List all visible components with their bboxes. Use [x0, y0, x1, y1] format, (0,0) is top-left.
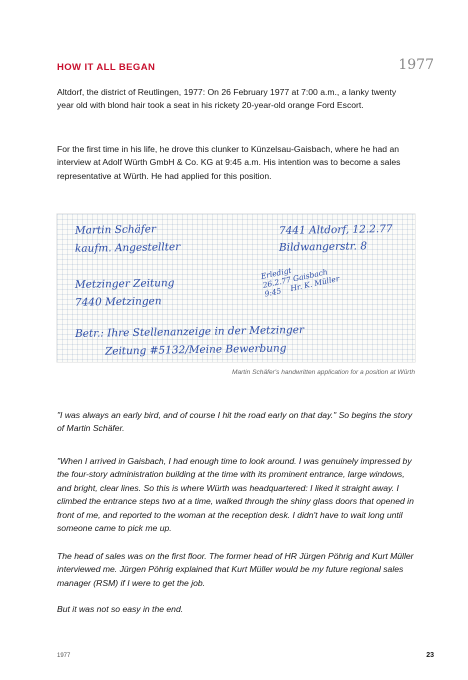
intro-paragraph-2: For the first time in his life, he drove this clunker to Künzelsau-Gaisbach, where he had an interview at Adolf Würth GmbH & Co. KG at 9:45 a.m. His intention was to become a sales representative at Würth. He had applied for this position.	[57, 144, 401, 181]
letter-subject-line-2: Zeitung #5132/Meine Bewerbung	[104, 342, 287, 358]
page-number: 23	[426, 652, 434, 659]
letter-recipient-line-2: 7440 Metzingen	[74, 295, 162, 309]
story-quote-1: "I was always an early bird, and of course I hit the road early on that day." So begins the story of Martin Schäfer.	[57, 410, 413, 434]
letter-address-line-1: 7441 Altdorf, 12.2.77	[278, 223, 393, 237]
intro-paragraph-1: Altdorf, the district of Reutlingen, 1977: On 26 February 1977 at 7:00 a.m., a lanky twenty year old with blond hair took a seat in his rickety 20-year-old orange Ford Escort.	[57, 87, 397, 111]
section-title: HOW IT ALL BEGAN	[57, 62, 156, 73]
letter-sender-title: kaufm. Angestellter	[74, 241, 181, 255]
letter-subject-line-1: Betr.: Ihre Stellenanzeige in der Metzinger	[74, 324, 305, 340]
letter-receipt-stamp: Erledigt 26.2.77 Gaisbach 9:45 Hr. K. Müller	[260, 265, 341, 299]
letter-sender-name: Martin Schäfer	[74, 223, 157, 237]
story-quote-3: The head of sales was on the first floor. The former head of HR Jürgen Pöhrig and Kurt Müller interviewed me. Jürgen Pöhrig explained that Kurt Müller would be my future regional sales manager (RSM) if I were to get the job.	[57, 551, 414, 588]
image-caption: Martin Schäfer's handwritten application for a position at Würth	[231, 369, 415, 376]
letter-address-line-2: Bildwangerstr. 8	[278, 240, 368, 254]
footer-year: 1977	[57, 653, 71, 659]
story-quote-4: But it was not so easy in the end.	[57, 604, 184, 614]
story-quote-2: "When I arrived in Gaisbach, I had enough time to look around. I was genuinely impressed by the four-story administration building at the time with its prominent entrance, large windows, and bright, clear lines. So this is where Würth was headquartered: I liked it straight away. I climbed the entrance steps two at a time, walked through the shiny glass doors that opened in front of me, and reported to the woman at the reception desk. I didn't have to wait long until someone came to pick me up.	[57, 456, 414, 534]
handwritten-letter-image	[57, 214, 415, 362]
letter-recipient-line-1: Metzinger Zeitung	[74, 277, 175, 291]
year-label: 1977	[398, 57, 434, 73]
